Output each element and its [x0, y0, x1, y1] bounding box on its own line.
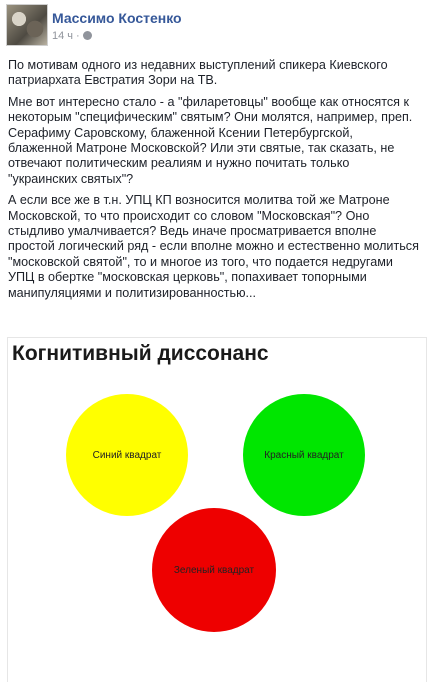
- post-meta: [52, 30, 92, 42]
- green-circle: [243, 394, 365, 516]
- meta-separator: ·: [76, 30, 80, 42]
- post-timestamp[interactable]: 14 ч: [52, 30, 74, 42]
- post-paragraph: Мне вот интересно стало - а "филаретовцы" вообще как относятся к некоторым "специфическим" святым? Они молятся, например, преп. Серафиму Саровскому, блаженной Ксении Петербургской, блаженной Матроне Московской? Или эти святые, так сказать, не отвечают политическим реалиям и нужно почитать только "украинских святых"?: [8, 94, 413, 186]
- yellow-circle: [66, 394, 188, 516]
- post-header: [0, 0, 431, 50]
- post-body: [8, 58, 420, 307]
- post-paragraph: По мотивам одного из недавних выступлений спикера Киевского патриархата Евстратия Зори на ТВ.: [8, 58, 388, 88]
- post-paragraph: А если все же в т.н. УПЦ КП возносится молитва той же Матроне Московской, то что происходит со словом "Московская"? Оно стыдливо умалчивается? Ведь иначе просматривается вполне простой логический ряд - если вполне можно и естественно молиться "московской святой", то и многое из того, что подается недругами УПЦ в обертке "московская церковь", попахивает топорными манипуляциями и политизированностью...: [8, 193, 419, 300]
- image-title: Когнитивный диссонанс: [12, 342, 269, 365]
- avatar[interactable]: [6, 4, 48, 46]
- yellow-circle-label: Синий квадрат: [92, 449, 162, 461]
- globe-icon[interactable]: [83, 31, 92, 40]
- red-circle-label: Зеленый квадрат: [173, 564, 255, 576]
- green-circle-label: Красный квадрат: [264, 449, 344, 461]
- author-name[interactable]: Массимо Костенко: [52, 10, 182, 26]
- post-image[interactable]: [7, 337, 427, 682]
- red-circle: [152, 508, 276, 632]
